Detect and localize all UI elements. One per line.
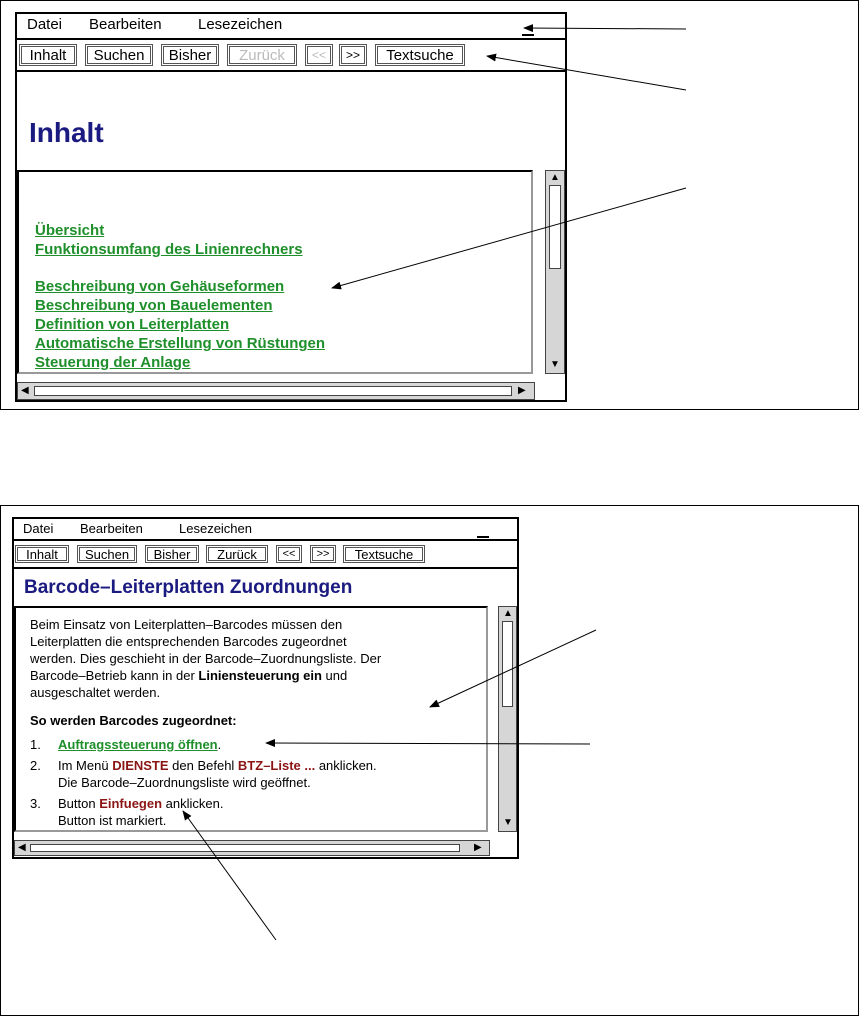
menu-bearbeiten[interactable]: Bearbeiten (89, 16, 162, 33)
callout-toolbar (487, 56, 686, 90)
term-ein: ein (299, 668, 322, 683)
link-ruestungen[interactable]: Automatische Erstellung von Rüstungen (35, 335, 326, 352)
callout-links (332, 188, 686, 288)
toolbar2-button-textsuche[interactable]: Textsuche (343, 545, 425, 563)
scroll-right-icon[interactable]: ▶ (518, 385, 526, 396)
toolbar-button-prev[interactable]: << (305, 44, 333, 66)
toolbar2-button-inhalt[interactable]: Inhalt (15, 545, 69, 563)
link-leiterplatten[interactable]: Definition von Leiterplatten (35, 316, 230, 333)
intro-line-4-text: Barcode–Betrieb kann in der (30, 668, 199, 683)
step-3-line-2: Button ist markiert. (58, 813, 167, 828)
link-auftragssteuerung[interactable]: Auftragssteuerung öffnen (58, 737, 218, 752)
menu-bearbeiten-2[interactable]: Bearbeiten (80, 521, 143, 536)
toolbar-button-inhalt[interactable]: Inhalt (19, 44, 77, 66)
step-1-number: 1. (30, 737, 41, 752)
step-3-number: 3. (30, 796, 41, 811)
toolbar2-button-next[interactable]: >> (310, 545, 336, 563)
link-gehaeuseformen[interactable]: Beschreibung von Gehäuseformen (35, 278, 285, 295)
toolbar2-button-bisher[interactable]: Bisher (145, 545, 199, 563)
step-1-end: . (217, 737, 222, 752)
callout-link (266, 743, 590, 744)
intro-line-5: ausgeschaltet werden. (30, 685, 161, 700)
toolbar-button-next[interactable]: >> (339, 44, 367, 66)
menu-datei[interactable]: Datei (27, 16, 63, 33)
toolbar-button-textsuche[interactable]: Textsuche (375, 44, 465, 66)
step-2-text-c: anklicken. (315, 758, 377, 773)
steps-heading: So werden Barcodes zugeordnet: (30, 713, 237, 728)
toolbar-button-zurueck[interactable]: Zurück (227, 44, 297, 66)
step-2-text-b: den Befehl (168, 758, 238, 773)
toolbar-button-suchen[interactable]: Suchen (85, 44, 153, 66)
scroll-left-icon[interactable]: ◀ (21, 385, 29, 396)
term-liniensteuerung: Liniensteuerung (198, 668, 300, 683)
page-title-2: Barcode–Leiterplatten Zuordnungen (24, 577, 353, 598)
scroll-right-icon-2[interactable]: ▶ (474, 842, 482, 853)
callout-keyword (183, 811, 276, 940)
callout-menubar (524, 28, 686, 29)
scroll-down-icon[interactable]: ▼ (550, 359, 560, 370)
intro-line-1: Beim Einsatz von Leiterplatten–Barcodes müssen den (30, 617, 343, 632)
step-2-line-2: Die Barcode–Zuordnungsliste wird geöffnet. (58, 775, 311, 790)
page-title: Inhalt (29, 117, 104, 148)
link-uebersicht[interactable]: Übersicht (35, 222, 105, 239)
toolbar2-button-prev[interactable]: << (276, 545, 302, 563)
keyword-btz-liste: BTZ–Liste ... (237, 758, 316, 773)
intro-line-2: Leiterplatten die entsprechenden Barcodes zugeordnet (30, 634, 347, 649)
menu-datei-2[interactable]: Datei (23, 521, 54, 536)
intro-line-4-end: und (321, 668, 348, 683)
scroll-left-icon-2[interactable]: ◀ (18, 842, 26, 853)
menu-lesezeichen-2[interactable]: Lesezeichen (179, 521, 252, 536)
link-bauelemente[interactable]: Beschreibung von Bauelementen (35, 297, 273, 314)
keyword-einfuegen: Einfuegen (99, 796, 163, 811)
scroll-down-icon-2[interactable]: ▼ (503, 817, 513, 828)
keyword-dienste: DIENSTE (112, 758, 169, 773)
callout-text (430, 630, 596, 707)
step-3-text-b: anklicken. (162, 796, 224, 811)
link-steuerung[interactable]: Steuerung der Anlage (35, 354, 191, 371)
toolbar-button-bisher[interactable]: Bisher (161, 44, 219, 66)
intro-line-3: werden. Dies geschieht in der Barcode–Zuordnungsliste. Der (30, 651, 382, 666)
step-2-number: 2. (30, 758, 41, 773)
scroll-up-icon[interactable]: ▲ (550, 172, 560, 183)
step-3-text-a: Button (58, 796, 100, 811)
toolbar2-button-zurueck[interactable]: Zurück (206, 545, 268, 563)
toolbar2-button-suchen[interactable]: Suchen (77, 545, 137, 563)
step-2-text-a: Im Menü (58, 758, 113, 773)
scroll-up-icon-2[interactable]: ▲ (503, 608, 513, 619)
link-funktionsumfang[interactable]: Funktionsumfang des Linienrechners (35, 241, 303, 258)
menu-lesezeichen[interactable]: Lesezeichen (198, 16, 283, 33)
